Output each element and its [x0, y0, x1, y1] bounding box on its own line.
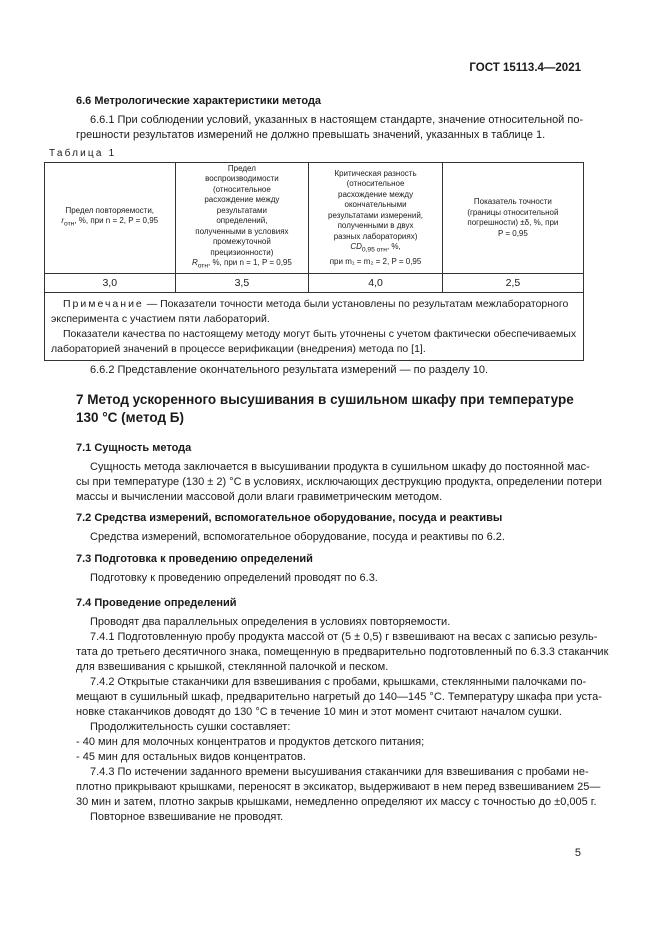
s74-line: - 45 мин для остальных видов концентратов.	[76, 751, 306, 763]
h2-line: воспроизводимости	[205, 174, 279, 184]
value-critical-difference: 4,0	[309, 274, 443, 293]
h4-line: погрешности) ±δ, %, при	[467, 218, 559, 227]
h3-line: разных лабораториях)	[333, 231, 418, 241]
table-values-row	[45, 274, 584, 293]
symbol-CD: CD	[350, 242, 362, 252]
h3-formula	[312, 242, 439, 256]
h3-line: (относительное	[346, 179, 405, 189]
value-repeatability: 3,0	[45, 274, 176, 293]
s74-line: Проводят два параллельных определения в условиях повторяемости.	[90, 616, 451, 628]
symbol-R: R	[191, 258, 198, 268]
h4-line: P = 0,95	[497, 228, 528, 238]
section-6-6-title: 6.6 Метрологические характеристики метода	[76, 95, 322, 107]
s74-line: Продолжительность сушки составляет:	[90, 721, 291, 733]
note-text1: — Показатели точности метода были установлены по результатам межлабораторного	[143, 298, 569, 310]
table-header-row	[45, 163, 584, 274]
header-repeatability-cond: , %, при n = 2, P = 0,95	[74, 216, 159, 226]
header-critical-difference	[309, 163, 443, 274]
s72-line1: Средства измерений, вспомогательное оборудование, посуда и реактивы по 6.2.	[90, 531, 505, 543]
section-7-3-title: 7.3 Подготовка к проведению определений	[76, 553, 313, 565]
header-repeatability-formula	[48, 216, 172, 230]
paragraph-6-6-2: 6.6.2 Представление окончательного результата измерений — по разделу 10.	[90, 364, 489, 376]
subscript-r: отн	[64, 220, 75, 228]
value-reproducibility: 3,5	[175, 274, 309, 293]
h3-line: Критическая разность	[334, 168, 417, 178]
s74-line: плотно прикрывают крышками, переносят в эксикатор, выдерживают в нем перед взвешиванием 25—	[76, 781, 601, 793]
subscript-R: отн	[197, 262, 208, 270]
h3-unit: , %,	[386, 242, 401, 252]
value-accuracy: 2,5	[442, 274, 583, 293]
s71-line3: массы и вычислении массовой доли влаги гравиметрическим методом.	[76, 491, 443, 503]
section-7-4-title: 7.4 Проведение определений	[76, 597, 237, 609]
symbol-r: r	[61, 216, 65, 226]
s71-line1: Сущность метода заключается в высушивании продукта в сушильном шкафу до постоянной мас-	[90, 461, 590, 473]
precision-table	[44, 162, 584, 361]
paragraph-6-6-1-line2: грешности результатов измерений не должно превышать значений, указанных в таблице 1.	[76, 129, 546, 141]
h3-line: расхождение между	[338, 189, 414, 199]
s73-line1: Подготовку к проведению определений проводят по 6.3.	[90, 572, 378, 584]
s74-line: 7.4.1 Подготовленную пробу продукта массой от (5 ± 0,5) г взвешивают на весах с записью резуль-	[90, 631, 598, 643]
note-label: Примечание	[63, 298, 144, 310]
paragraph-6-6-1-line1: 6.6.1 При соблюдении условий, указанных в настоящем стандарте, значение относительной по-	[90, 114, 584, 126]
page-number: 5	[574, 847, 581, 859]
h2-line: (относительное	[212, 184, 271, 194]
s74-line: тата до третьего десятичного знака, помещенную в предварительно подготовленный по 6.3.3 стаканчик	[76, 646, 609, 658]
s71-line2: сы при температуре (130 ± 2) °C в условиях, исключающих деструкцию продукта, определении потери	[76, 476, 602, 488]
s74-line: Повторное взвешивание не проводят.	[90, 811, 284, 823]
section-7-title-line2: 130 °C (метод Б)	[76, 410, 185, 425]
h2-line: определений,	[216, 216, 268, 226]
header-accuracy	[442, 163, 583, 274]
table-caption: Таблица 1	[49, 148, 117, 159]
note-line1	[51, 297, 577, 312]
header-repeatability	[45, 163, 176, 274]
s74-line: для взвешивания с крышкой, стеклянной палочкой и песком.	[76, 661, 389, 673]
header-reproducibility	[175, 163, 309, 274]
table-note-row	[45, 293, 584, 361]
h3-cond: при m₁ = m₂ = 2, P = 0,95	[329, 256, 422, 266]
s74-line: мещают в сушильный шкаф, предварительно нагретый до 140—145 °C. Температуру шкафа при уста-	[76, 691, 602, 703]
s74-line: 7.4.3 По истечении заданного времени высушивания стаканчики для взвешивания с пробами не-	[90, 766, 589, 778]
s74-line: новке стаканчиков доводят до 130 °C в течение 10 мин и этот момент считают началом сушки.	[76, 706, 562, 718]
h2-line: полученными в условиях	[195, 226, 289, 236]
h2-line: расхождение между	[204, 195, 280, 205]
s74-line: - 40 мин для молочных концентратов и продуктов детского питания;	[76, 736, 425, 748]
h2-line: Предел	[227, 163, 256, 173]
h4-line: Показатель точности	[473, 197, 552, 206]
document-code: ГОСТ 15113.4—2021	[469, 62, 581, 74]
note-line3: Показатели качества по настоящему методу могут быть уточнены с учетом фактически обеспечиваемых	[63, 328, 577, 340]
h2-line: промежуточной	[212, 237, 271, 247]
section-7-1-title: 7.1 Сущность метода	[76, 442, 192, 454]
section-7-title-line1: 7 Метод ускоренного высушивания в сушильном шкафу при температуре	[76, 392, 574, 407]
table-note	[45, 293, 584, 361]
h2-line: прецизионности)	[210, 247, 274, 257]
h3-line: полученными в двух	[337, 221, 414, 231]
subscript-CD: 0,95 отн	[361, 247, 387, 255]
h3-line: результатами измерений,	[328, 210, 424, 220]
section-7-2-title: 7.2 Средства измерений, вспомогательное оборудование, посуда и реактивы	[76, 512, 503, 524]
note-line2: эксперимента с участием пяти лабораторий.	[51, 313, 270, 325]
s74-line: 7.4.2 Открытые стаканчики для взвешивания с пробами, крышками, стеклянными палочками по-	[90, 676, 587, 688]
h3-line: окончательными	[344, 200, 407, 210]
h2-line: результатами	[216, 205, 267, 215]
h2-formula	[179, 258, 306, 272]
h4-line: (границы относительной	[467, 207, 559, 217]
note-line4: лабораторией значений в процессе верификации (внедрения) метода по [1].	[51, 343, 426, 355]
h2-cond: , %, при n = 1, P = 0,95	[208, 258, 292, 268]
header-repeatability-text: Предел повторяемости,	[65, 205, 155, 215]
s74-line: 30 мин и затем, плотно закрыв крышками, немедленно определяют их массу с точностью до ±0,005 г.	[76, 796, 597, 808]
